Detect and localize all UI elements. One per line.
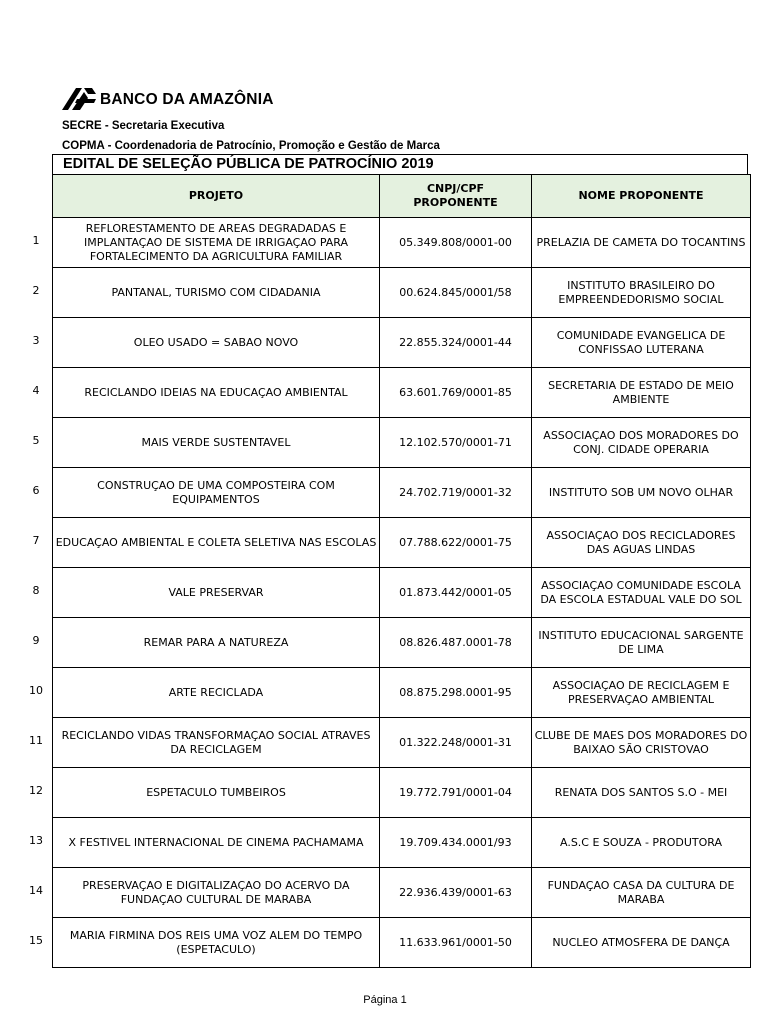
row-number: 11 — [29, 734, 43, 747]
table-row — [53, 718, 751, 768]
row-number: 6 — [32, 484, 40, 497]
bank-logo-icon — [62, 86, 96, 110]
nome-cell: INSTITUTO BRASILEIRO DO EMPREENDEDORISMO SOCIAL — [532, 268, 751, 318]
row-number: 14 — [29, 884, 43, 897]
projeto-cell: OLEO USADO = SABAO NOVO — [53, 318, 380, 368]
nome-cell: ASSOCIAÇAO DOS MORADORES DO CONJ. CIDADE OPERARIA — [532, 418, 751, 468]
cnpj-cell: 11.633.961/0001-50 — [380, 918, 532, 968]
projeto-cell: PANTANAL, TURISMO COM CIDADANIA — [53, 268, 380, 318]
nome-cell: CLUBE DE MAES DOS MORADORES DO BAIXAO SÃO CRISTOVAO — [532, 718, 751, 768]
projeto-cell: VALE PRESERVAR — [53, 568, 380, 618]
nome-cell: INSTITUTO EDUCACIONAL SARGENTE DE LIMA — [532, 618, 751, 668]
table-row — [53, 818, 751, 868]
nome-cell: SECRETARIA DE ESTADO DE MEIO AMBIENTE — [532, 368, 751, 418]
coordination-label: COPMA - Coordenadoria de Patrocínio, Promoção e Gestão de Marca — [62, 140, 440, 152]
projeto-cell: MARIA FIRMINA DOS REIS UMA VOZ ALEM DO TEMPO (ESPETACULO) — [53, 918, 380, 968]
table-row — [53, 468, 751, 518]
nome-cell: ASSOCIAÇAO DOS RECICLADORES DAS AGUAS LINDAS — [532, 518, 751, 568]
document-title: EDITAL DE SELEÇÃO PÚBLICA DE PATROCÍNIO 2019 — [52, 154, 748, 174]
table-row — [53, 868, 751, 918]
cnpj-cell: 08.875.298.0001-95 — [380, 668, 532, 718]
row-number: 5 — [32, 434, 40, 447]
row-number: 2 — [32, 284, 40, 297]
nome-cell: COMUNIDADE EVANGELICA DE CONFISSAO LUTERANA — [532, 318, 751, 368]
cnpj-cell: 08.826.487.0001-78 — [380, 618, 532, 668]
projeto-cell: REMAR PARA A NATUREZA — [53, 618, 380, 668]
row-number: 1 — [32, 234, 40, 247]
row-number: 10 — [29, 684, 43, 697]
table-row — [53, 218, 751, 268]
cnpj-cell: 12.102.570/0001-71 — [380, 418, 532, 468]
projeto-cell: ESPETACULO TUMBEIROS — [53, 768, 380, 818]
cnpj-cell: 22.855.324/0001-44 — [380, 318, 532, 368]
table-row — [53, 268, 751, 318]
cnpj-cell: 01.873.442/0001-05 — [380, 568, 532, 618]
row-number: 15 — [29, 934, 43, 947]
column-header-cnpj: CNPJ/CPF PROPONENTE — [380, 175, 532, 218]
projeto-cell: RECICLANDO IDEIAS NA EDUCAÇAO AMBIENTAL — [53, 368, 380, 418]
projeto-cell: RECICLANDO VIDAS TRANSFORMAÇAO SOCIAL ATRAVES DA RECICLAGEM — [53, 718, 380, 768]
nome-cell: NUCLEO ATMOSFERA DE DANÇA — [532, 918, 751, 968]
projeto-cell: CONSTRUÇAO DE UMA COMPOSTEIRA COM EQUIPAMENTOS — [53, 468, 380, 518]
table-row — [53, 918, 751, 968]
table-row — [53, 768, 751, 818]
cnpj-cell: 63.601.769/0001-85 — [380, 368, 532, 418]
row-number: 13 — [29, 834, 43, 847]
projeto-cell: MAIS VERDE SUSTENTAVEL — [53, 418, 380, 468]
projeto-cell: X FESTIVEL INTERNACIONAL DE CINEMA PACHAMAMA — [53, 818, 380, 868]
page-number: Página 1 — [363, 994, 407, 1006]
table-row — [53, 418, 751, 468]
cnpj-cell: 22.936.439/0001-63 — [380, 868, 532, 918]
row-number: 7 — [32, 534, 40, 547]
cnpj-cell: 01.322.248/0001-31 — [380, 718, 532, 768]
cnpj-cell: 19.709.434.0001/93 — [380, 818, 532, 868]
results-table — [52, 174, 751, 968]
nome-cell: RENATA DOS SANTOS S.O - MEI — [532, 768, 751, 818]
projeto-cell: REFLORESTAMENTO DE AREAS DEGRADADAS E IMPLANTAÇAO DE SISTEMA DE IRRIGAÇAO PARA FORTALECIMENTO DA AGRICULTURA FAMILIAR — [53, 218, 380, 268]
table-row — [53, 518, 751, 568]
nome-cell: A.S.C E SOUZA - PRODUTORA — [532, 818, 751, 868]
table-row — [53, 618, 751, 668]
bank-logo-text: BANCO DA AMAZÔNIA — [100, 91, 274, 108]
nome-cell: PRELAZIA DE CAMETA DO TOCANTINS — [532, 218, 751, 268]
projeto-cell: PRESERVAÇAO E DIGITALIZAÇAO DO ACERVO DA FUNDAÇAO CULTURAL DE MARABA — [53, 868, 380, 918]
nome-cell: INSTITUTO SOB UM NOVO OLHAR — [532, 468, 751, 518]
cnpj-cell: 19.772.791/0001-04 — [380, 768, 532, 818]
projeto-cell: EDUCAÇAO AMBIENTAL E COLETA SELETIVA NAS ESCOLAS — [53, 518, 380, 568]
nome-cell: FUNDAÇAO CASA DA CULTURA DE MARABA — [532, 868, 751, 918]
row-number: 3 — [32, 334, 40, 347]
table-row — [53, 318, 751, 368]
row-number: 12 — [29, 784, 43, 797]
nome-cell: ASSOCIAÇAO DE RECICLAGEM E PRESERVAÇAO AMBIENTAL — [532, 668, 751, 718]
row-number: 9 — [32, 634, 40, 647]
column-header-nome: NOME PROPONENTE — [532, 175, 751, 218]
table-row — [53, 368, 751, 418]
department-label: SECRE - Secretaria Executiva — [62, 120, 225, 132]
row-number: 4 — [32, 384, 40, 397]
table-header-row — [53, 175, 751, 218]
column-header-projeto: PROJETO — [53, 175, 380, 218]
cnpj-cell: 05.349.808/0001-00 — [380, 218, 532, 268]
nome-cell: ASSOCIAÇAO COMUNIDADE ESCOLA DA ESCOLA ESTADUAL VALE DO SOL — [532, 568, 751, 618]
projeto-cell: ARTE RECICLADA — [53, 668, 380, 718]
row-number: 8 — [32, 584, 40, 597]
table-row — [53, 568, 751, 618]
cnpj-cell: 07.788.622/0001-75 — [380, 518, 532, 568]
cnpj-cell: 24.702.719/0001-32 — [380, 468, 532, 518]
bank-logo — [62, 85, 274, 111]
cnpj-cell: 00.624.845/0001/58 — [380, 268, 532, 318]
table-row — [53, 668, 751, 718]
